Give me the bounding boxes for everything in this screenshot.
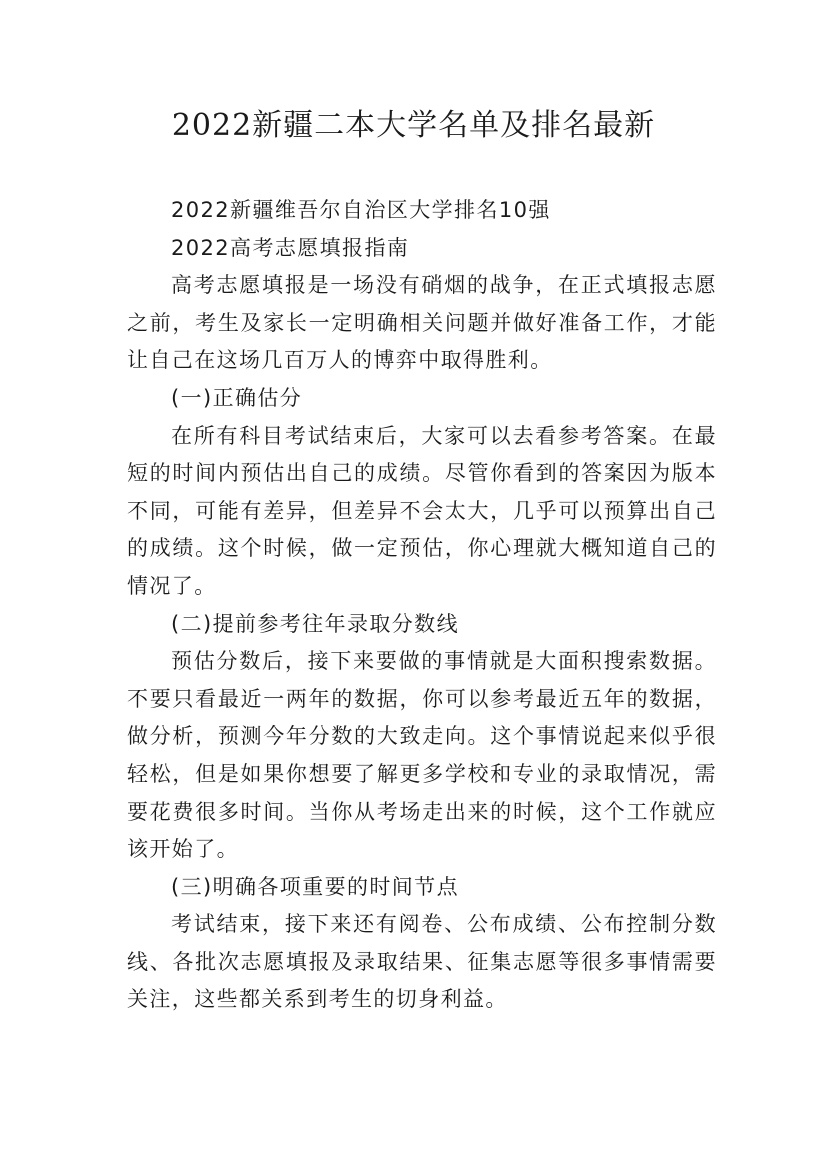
document-body: [127, 192, 717, 1019]
section-heading-score-lines: (二)提前参考往年录取分数线: [171, 611, 459, 636]
paragraph-score-lines: 预估分数后，接下来要做的事情就是大面积搜索数据。不要只看最近一两年的数据，你可以参考最近五年的数据，做分析，预测今年分数的大致走向。这个事情说起来似乎很轻松，但是如果你想要了解更多学校和专业的录取情况，需要花费很多时间。当你从考场走出来的时候，这个工作就应该开始了。: [127, 649, 717, 862]
paragraph-estimate: 在所有科目考试结束后，大家可以去看参考答案。在最短的时间内预估出自己的成绩。尽管你看到的答案因为版本不同，可能有差异，但差异不会太大，几乎可以预算出自己的成绩。这个时候，做一定预估，你心理就大概知道自己的情况了。: [127, 423, 717, 598]
paragraph-guide-heading: 2022高考志愿填报指南: [171, 235, 410, 260]
document-title: 2022新疆二本大学名单及排名最新: [171, 108, 656, 143]
paragraph-timeline: 考试结束，接下来还有阅卷、公布成绩、公布控制分数线、各批次志愿填报及录取结果、征集志愿等很多事情需要关注，这些都关系到考生的切身利益。: [127, 912, 717, 1012]
section-heading-estimate: (一)正确估分: [171, 385, 303, 410]
paragraph-ranking-heading: 2022新疆维吾尔自治区大学排名10强: [171, 198, 551, 222]
section-heading-timeline: (三)明确各项重要的时间节点: [171, 874, 459, 899]
paragraph-intro: 高考志愿填报是一场没有硝烟的战争，在正式填报志愿之前，考生及家长一定明确相关问题并做好准备工作，才能让自己在这场几百万人的博弈中取得胜利。: [127, 273, 717, 373]
